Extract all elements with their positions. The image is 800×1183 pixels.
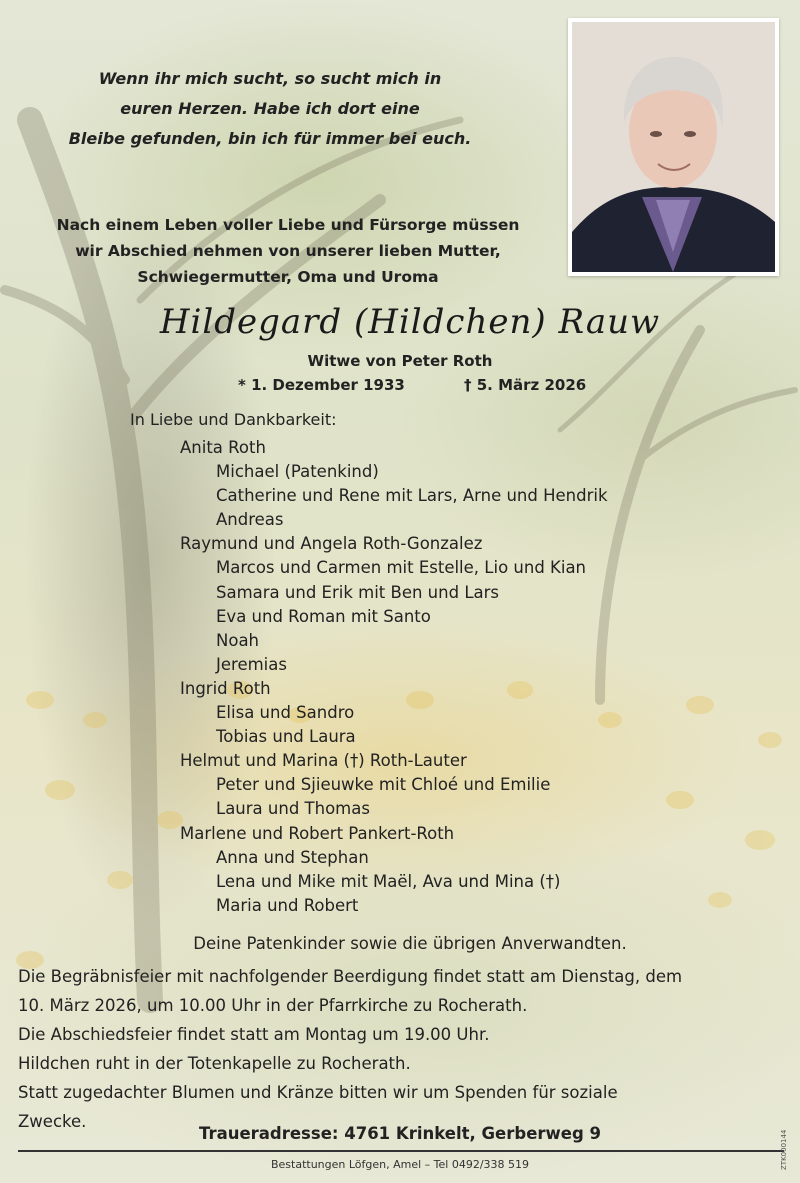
quote-line: Wenn ihr mich sucht, so sucht mich in [98, 69, 442, 88]
service-line: 10. März 2026, um 10.00 Uhr in der Pfarrkirche zu Rocherath. [18, 996, 528, 1015]
service-info [18, 962, 788, 1136]
mourning-address: Traueradresse: 4761 Krinkelt, Gerberweg 9 [199, 1124, 601, 1143]
family-member: Marcos und Carmen mit Estelle, Lio und Kian [216, 558, 587, 578]
widow-of: Witwe von Peter Roth [307, 352, 493, 370]
quote-line: euren Herzen. Habe ich dort eine [120, 99, 420, 118]
service-line: Die Abschiedsfeier findet statt am Montag um 19.00 Uhr. [18, 1025, 490, 1044]
family-heading: In Liebe und Dankbarkeit: [130, 410, 337, 429]
family-head: Marlene und Robert Pankert-Roth [180, 823, 455, 843]
death-date: † 5. März 2026 [464, 376, 587, 394]
quote-line: Bleibe gefunden, bin ich für immer bei euch. [68, 129, 472, 148]
family-list [0, 436, 800, 918]
footer-divider [18, 1150, 784, 1152]
family-member: Noah [216, 630, 260, 650]
family-member: Peter und Sjieuwke mit Chloé und Emilie [216, 775, 551, 795]
family-member: Andreas [216, 510, 284, 530]
portrait-photo-frame [568, 18, 779, 276]
portrait-photo [572, 22, 775, 272]
family-member: Jeremias [216, 654, 287, 674]
family-head: Anita Roth [180, 438, 266, 457]
intro-line: Nach einem Leben voller Liebe und Fürsorge müssen [56, 216, 520, 234]
family-member: Michael (Patenkind) [216, 462, 379, 482]
family-member: Elisa und Sandro [216, 703, 355, 723]
service-line: Hildchen ruht in der Totenkapelle zu Rocherath. [18, 1054, 411, 1073]
family-member: Laura und Thomas [216, 799, 370, 819]
family-member: Samara und Erik mit Ben und Lars [216, 582, 499, 602]
intro-line: wir Abschied nehmen von unserer lieben Mutter, [75, 242, 501, 260]
intro-line: Schwiegermutter, Oma und Uroma [137, 268, 439, 286]
service-line: Statt zugedachter Blumen und Kränze bitten wir um Spenden für soziale [18, 1083, 618, 1102]
family-member: Anna und Stephan [216, 847, 369, 867]
family-member: Tobias und Laura [216, 727, 356, 747]
family-member: Eva und Roman mit Santo [216, 606, 431, 626]
family-member: Maria und Robert [216, 895, 359, 915]
service-line: Zwecke. [18, 1112, 87, 1131]
family-member: Catherine und Rene mit Lars, Arne und Hendrik [216, 486, 608, 506]
service-line: Die Begräbnisfeier mit nachfolgender Beerdigung findet statt am Dienstag, dem [18, 967, 683, 986]
family-member: Lena und Mike mit Maël, Ava und Mina (†) [216, 871, 561, 891]
intro-text [28, 212, 548, 290]
memorial-quote [60, 64, 480, 154]
deceased-name: Hildegard (Hildchen) Rauw [159, 302, 661, 342]
undertaker-info: Bestattungen Löfgen, Amel – Tel 0492/338 519 [270, 1158, 530, 1171]
family-closing: Deine Patenkinder sowie die übrigen Anverwandten. [193, 934, 627, 953]
birth-date: * 1. Dezember 1933 [238, 376, 405, 394]
family-head: Helmut und Marina (†) Roth-Lauter [180, 751, 467, 771]
family-head: Ingrid Roth [180, 678, 271, 698]
family-head: Raymund und Angela Roth-Gonzalez [180, 534, 483, 554]
side-code: ZTK000144 [780, 1129, 788, 1170]
